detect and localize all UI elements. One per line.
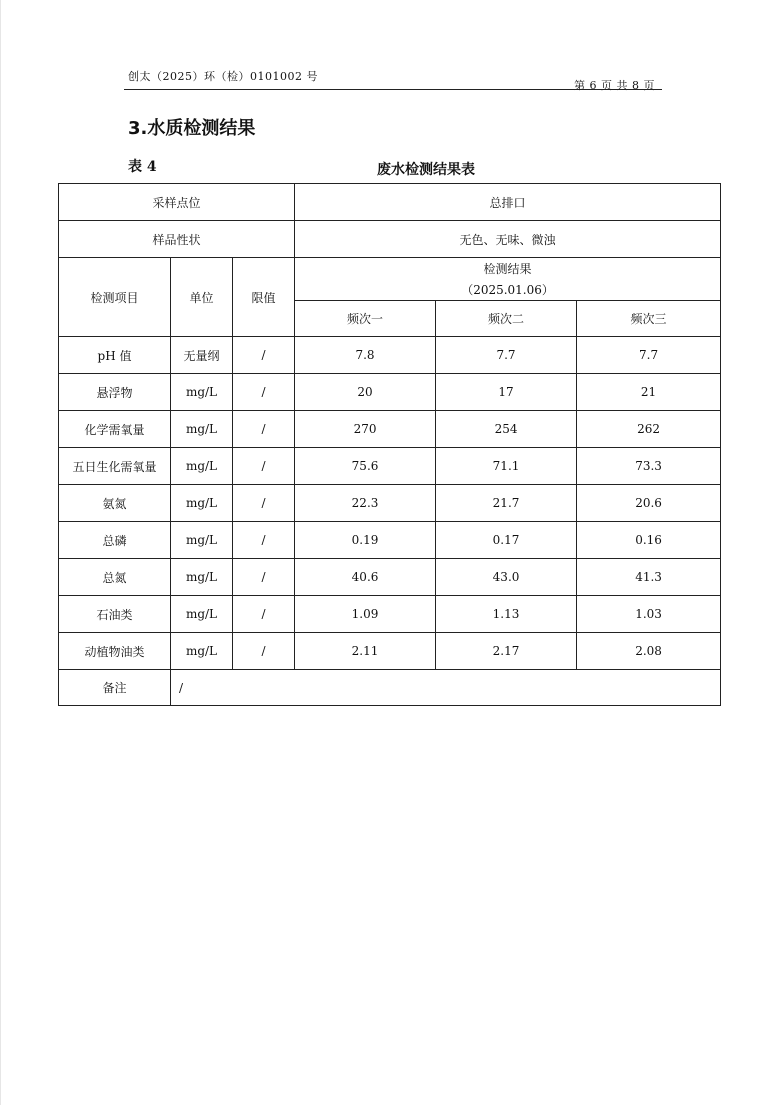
section-title: 3.水质检测结果 <box>128 118 256 139</box>
row-value-3: 73.3 <box>577 448 721 485</box>
row-value-2: 254 <box>436 411 577 448</box>
row-value-2: 0.17 <box>436 522 577 559</box>
col-result-header <box>295 258 721 301</box>
row-value-3: 41.3 <box>577 559 721 596</box>
row-item: 化学需氧量 <box>59 411 171 448</box>
row-item: pH 值 <box>59 337 171 374</box>
row-value-3: 1.03 <box>577 596 721 633</box>
row-value-1: 0.19 <box>295 522 436 559</box>
row-value-3: 0.16 <box>577 522 721 559</box>
row-value-1: 20 <box>295 374 436 411</box>
row-value-2: 21.7 <box>436 485 577 522</box>
row-value-2: 2.17 <box>436 633 577 670</box>
table-row <box>59 448 721 485</box>
row-item: 总磷 <box>59 522 171 559</box>
row-unit: mg/L <box>171 485 233 522</box>
row-unit: 无量纲 <box>171 337 233 374</box>
row-value-1: 2.11 <box>295 633 436 670</box>
page-info: 第 6 页 共 8 页 <box>574 79 655 92</box>
row-value-1: 270 <box>295 411 436 448</box>
result-date: （2025.01.06） <box>461 283 554 297</box>
table-row <box>59 411 721 448</box>
table-row <box>59 374 721 411</box>
row-unit: mg/L <box>171 596 233 633</box>
row-limit: / <box>233 374 295 411</box>
row-unit: mg/L <box>171 374 233 411</box>
row-limit: / <box>233 485 295 522</box>
sample-state-label: 样品性状 <box>59 221 295 258</box>
freq-header-1: 频次一 <box>295 301 436 337</box>
page-edge <box>0 0 1 1105</box>
table-row <box>59 337 721 374</box>
row-value-2: 17 <box>436 374 577 411</box>
row-unit: mg/L <box>171 559 233 596</box>
row-value-3: 21 <box>577 374 721 411</box>
row-limit: / <box>233 448 295 485</box>
row-limit: / <box>233 411 295 448</box>
results-table <box>58 183 721 706</box>
row-value-1: 75.6 <box>295 448 436 485</box>
result-title: 检测结果 <box>483 262 532 276</box>
row-item: 石油类 <box>59 596 171 633</box>
row-unit: mg/L <box>171 448 233 485</box>
table-title: 废水检测结果表 <box>377 162 475 178</box>
note-value: / <box>171 670 721 706</box>
row-value-1: 40.6 <box>295 559 436 596</box>
header-row <box>59 258 721 301</box>
row-value-3: 20.6 <box>577 485 721 522</box>
sampling-point-value: 总排口 <box>295 184 721 221</box>
row-value-2: 71.1 <box>436 448 577 485</box>
sample-state-value: 无色、无味、微浊 <box>295 221 721 258</box>
col-limit-header: 限值 <box>233 258 295 337</box>
row-item: 动植物油类 <box>59 633 171 670</box>
row-unit: mg/L <box>171 633 233 670</box>
row-limit: / <box>233 633 295 670</box>
table-row <box>59 485 721 522</box>
freq-header-3: 频次三 <box>577 301 721 337</box>
sampling-point-row <box>59 184 721 221</box>
row-value-3: 262 <box>577 411 721 448</box>
header-rule <box>124 89 662 90</box>
table-row <box>59 596 721 633</box>
note-row <box>59 670 721 706</box>
row-limit: / <box>233 337 295 374</box>
table-row <box>59 559 721 596</box>
sample-state-row <box>59 221 721 258</box>
freq-header-2: 频次二 <box>436 301 577 337</box>
table-label: 表 4 <box>128 159 157 175</box>
note-label: 备注 <box>59 670 171 706</box>
table-row <box>59 633 721 670</box>
row-value-1: 1.09 <box>295 596 436 633</box>
row-item: 悬浮物 <box>59 374 171 411</box>
col-unit-header: 单位 <box>171 258 233 337</box>
row-item: 氨氮 <box>59 485 171 522</box>
document-number: 创太（2025）环（检）0101002 号 <box>128 70 318 83</box>
row-value-2: 7.7 <box>436 337 577 374</box>
row-value-1: 7.8 <box>295 337 436 374</box>
row-limit: / <box>233 522 295 559</box>
row-value-2: 43.0 <box>436 559 577 596</box>
col-item-header: 检测项目 <box>59 258 171 337</box>
row-limit: / <box>233 559 295 596</box>
row-unit: mg/L <box>171 411 233 448</box>
table-row <box>59 522 721 559</box>
row-value-3: 2.08 <box>577 633 721 670</box>
row-value-1: 22.3 <box>295 485 436 522</box>
row-unit: mg/L <box>171 522 233 559</box>
row-value-3: 7.7 <box>577 337 721 374</box>
row-limit: / <box>233 596 295 633</box>
row-item: 五日生化需氧量 <box>59 448 171 485</box>
row-item: 总氮 <box>59 559 171 596</box>
row-value-2: 1.13 <box>436 596 577 633</box>
sampling-point-label: 采样点位 <box>59 184 295 221</box>
